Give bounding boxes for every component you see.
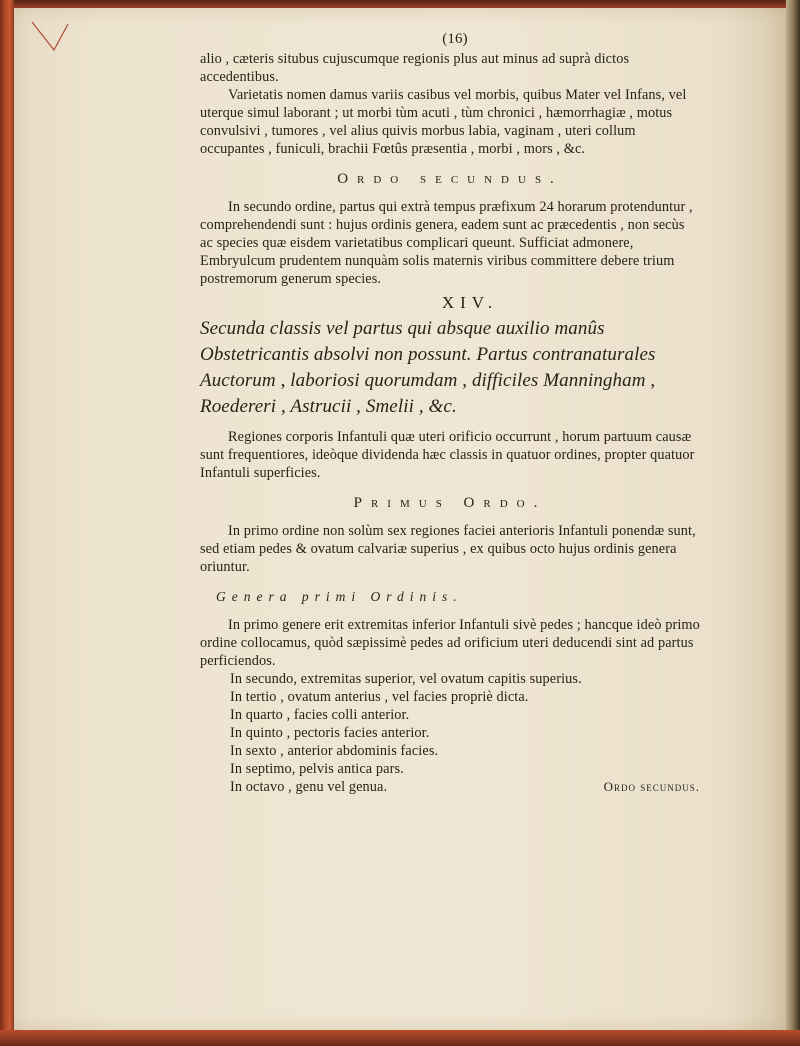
last-line-row — [200, 778, 700, 796]
list-item: In septimo, pelvis antica pars. — [230, 761, 404, 777]
right-page-edge — [786, 0, 800, 1046]
paragraph-varietatis: Varietatis nomen damus variis casibus vel morbis, quibus Mater vel Infans, vel uterque simul laborant ; ut morbi tùm acuti , tùm chronici , hæmorrhagiæ , motus convulsivi , tumores , vel alius quivis morbus labia, vaginam , uteri collum occupantes , funiculi, brachii Fœtûs præsentia , morbi , mors , &c. — [200, 87, 687, 157]
paragraph-secunda-classis: Secunda classis vel partus qui absque auxilio manûs Obstetricantis absolvi non possunt. Partus contranaturales Auctorum , laboriosi quorumdam , difficiles Manningham , Roedereri , Astrucii , Smelii , &c. — [200, 318, 656, 417]
catchword: Ordo secundus. — [603, 779, 700, 794]
list-item: In sexto , anterior abdominis facies. — [230, 743, 439, 759]
paragraph-primo-genere: In primo genere erit extremitas inferior Infantuli sivè pedes ; hancque ideò primo ordine collocamus, quòd sæpissimè pedes ad orificium uteri deducendi sint ad partus perficiendos. — [200, 617, 700, 669]
top-edge — [0, 0, 800, 8]
list-item: In tertio , ovatum anterius , vel facies propriè dicta. — [230, 689, 529, 705]
heading-genera-primi-ordinis: Genera primi Ordinis. — [216, 589, 463, 604]
section-numeral: XIV. — [441, 293, 499, 312]
list-item: In quinto , pectoris facies anterior. — [230, 725, 430, 741]
paragraph-secundo-ordine: In secundo ordine, partus qui extrà tempus præfixum 24 horarum protenduntur , comprehendendi sunt : hujus ordinis genera, eadem sunt ac præcedentis , non secùs ac species quæ eisdem varietatibus complicari queunt. Sufficiat admonere, Embryulcum prudentem nunquàm solis maternis viribus committere debere trium postremorum generum species. — [200, 199, 693, 287]
list-item: In octavo , genu vel genua. — [230, 779, 388, 795]
bottom-edge — [0, 1030, 800, 1046]
paragraph-continuation: alio , cæteris situbus cujuscumque regionis plus aut minus ad suprà dictos accedentibus. — [200, 51, 630, 85]
page-number: (16) — [442, 31, 468, 47]
heading-primus-ordo: Primus Ordo. — [353, 495, 547, 511]
list-item: In secundo, extremitas superior, vel ovatum capitis superius. — [230, 671, 582, 687]
left-binding — [0, 0, 14, 1046]
paragraph-regiones: Regiones corporis Infantuli quæ uteri orificio occurrunt , horum partuum causæ sunt frequentiores, ideòque dividenda hæc classis in quatuor ordines, propter quatuor Infantuli superficies. — [200, 429, 695, 481]
corner-fold-mark — [30, 20, 70, 54]
text-block — [200, 30, 700, 796]
paragraph-primo-ordine: In primo ordine non solùm sex regiones faciei anterioris Infantuli ponendæ sunt, sed etiam pedes & ovatum calvariæ superius , ex quibus octo hujus ordinis genera oriuntur. — [200, 523, 696, 575]
heading-ordo-secundus: Ordo secundus. — [337, 171, 563, 187]
list-item: In quarto , facies colli anterior. — [230, 707, 410, 723]
